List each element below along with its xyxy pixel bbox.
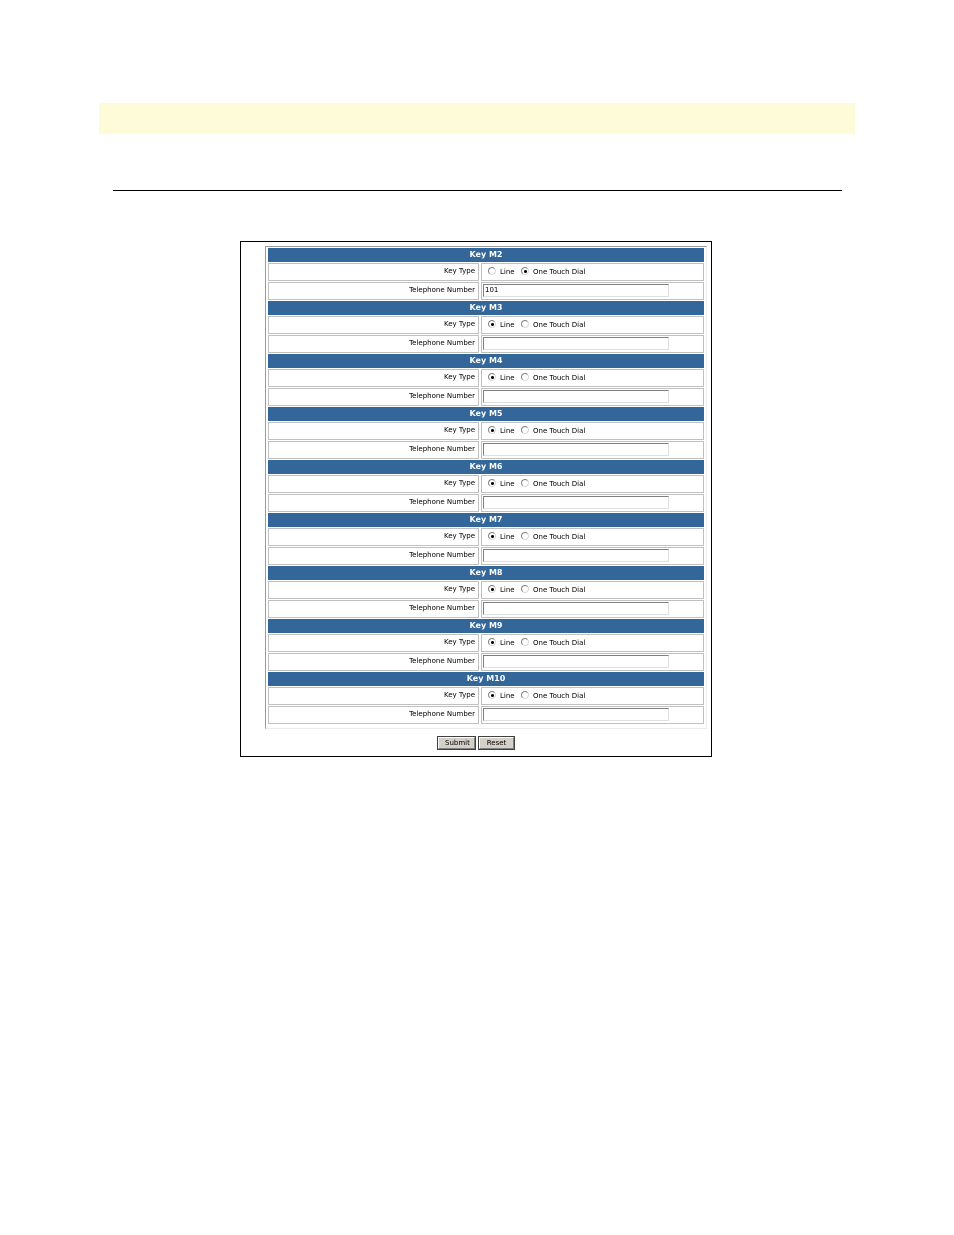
one-touch-dial-radio-label[interactable]: One Touch Dial [533, 639, 586, 647]
one-touch-dial-radio-label[interactable]: One Touch Dial [533, 480, 586, 488]
key-block [268, 566, 704, 618]
one-touch-dial-radio-label[interactable]: One Touch Dial [533, 268, 586, 276]
line-radio[interactable] [488, 426, 496, 434]
telephone-number-cell [481, 706, 704, 724]
telephone-number-label: Telephone Number [268, 706, 479, 724]
telephone-number-label: Telephone Number [268, 282, 479, 300]
reset-button[interactable]: Reset [479, 737, 514, 749]
telephone-number-cell [481, 653, 704, 671]
key-header: Key M8 [268, 566, 704, 580]
key-header: Key M10 [268, 672, 704, 686]
line-radio[interactable] [488, 373, 496, 381]
telephone-number-cell [481, 547, 704, 565]
line-radio[interactable] [488, 638, 496, 646]
line-radio-label[interactable]: Line [500, 639, 515, 647]
telephone-number-input[interactable] [483, 602, 669, 615]
telephone-number-label: Telephone Number [268, 335, 479, 353]
line-radio-label[interactable]: Line [500, 374, 515, 382]
key-type-options [481, 422, 704, 440]
key-type-label: Key Type [268, 528, 479, 546]
submit-button[interactable]: Submit [438, 737, 475, 749]
one-touch-dial-radio[interactable] [521, 532, 529, 540]
telephone-number-row [268, 494, 704, 512]
key-header: Key M9 [268, 619, 704, 633]
telephone-number-label: Telephone Number [268, 441, 479, 459]
line-radio-label[interactable]: Line [500, 533, 515, 541]
key-type-label: Key Type [268, 687, 479, 705]
line-radio-label[interactable]: Line [500, 321, 515, 329]
one-touch-dial-radio[interactable] [521, 691, 529, 699]
telephone-number-row [268, 653, 704, 671]
key-type-options [481, 369, 704, 387]
telephone-number-cell [481, 600, 704, 618]
key-type-row [268, 581, 704, 599]
key-type-options [481, 687, 704, 705]
telephone-number-input[interactable] [483, 337, 669, 350]
key-header: Key M7 [268, 513, 704, 527]
key-block [268, 248, 704, 300]
key-type-label: Key Type [268, 263, 479, 281]
section-divider [113, 190, 842, 191]
line-radio-label[interactable]: Line [500, 427, 515, 435]
line-radio[interactable] [488, 267, 496, 275]
telephone-number-input[interactable]: 101 [483, 284, 669, 297]
telephone-number-label: Telephone Number [268, 600, 479, 618]
one-touch-dial-radio-label[interactable]: One Touch Dial [533, 533, 586, 541]
telephone-number-cell [481, 494, 704, 512]
key-type-row [268, 475, 704, 493]
one-touch-dial-radio[interactable] [521, 267, 529, 275]
telephone-number-label: Telephone Number [268, 547, 479, 565]
key-type-row [268, 528, 704, 546]
key-type-row [268, 422, 704, 440]
key-settings-table [265, 246, 707, 729]
key-block [268, 513, 704, 565]
key-type-label: Key Type [268, 369, 479, 387]
key-block [268, 619, 704, 671]
key-type-label: Key Type [268, 634, 479, 652]
key-type-label: Key Type [268, 475, 479, 493]
key-type-options [481, 475, 704, 493]
screenshot-frame [240, 241, 712, 757]
key-header: Key M4 [268, 354, 704, 368]
telephone-number-label: Telephone Number [268, 653, 479, 671]
telephone-number-row [268, 282, 704, 300]
one-touch-dial-radio-label[interactable]: One Touch Dial [533, 374, 586, 382]
one-touch-dial-radio[interactable] [521, 585, 529, 593]
telephone-number-row [268, 441, 704, 459]
telephone-number-row [268, 600, 704, 618]
key-type-row [268, 316, 704, 334]
telephone-number-label: Telephone Number [268, 388, 479, 406]
form-buttons [241, 737, 711, 750]
telephone-number-cell [481, 441, 704, 459]
key-type-row [268, 263, 704, 281]
key-type-options [481, 316, 704, 334]
telephone-number-row [268, 547, 704, 565]
one-touch-dial-radio[interactable] [521, 373, 529, 381]
one-touch-dial-radio-label[interactable]: One Touch Dial [533, 427, 586, 435]
telephone-number-cell [481, 335, 704, 353]
key-block [268, 672, 704, 724]
key-type-label: Key Type [268, 422, 479, 440]
key-block [268, 407, 704, 459]
key-type-options [481, 263, 704, 281]
telephone-number-input[interactable] [483, 708, 669, 721]
line-radio[interactable] [488, 532, 496, 540]
key-type-label: Key Type [268, 581, 479, 599]
telephone-number-cell [481, 282, 704, 300]
telephone-number-input[interactable] [483, 655, 669, 668]
telephone-number-cell [481, 388, 704, 406]
key-type-label: Key Type [268, 316, 479, 334]
telephone-number-row [268, 706, 704, 724]
line-radio[interactable] [488, 320, 496, 328]
key-type-row [268, 687, 704, 705]
line-radio-label[interactable]: Line [500, 480, 515, 488]
one-touch-dial-radio[interactable] [521, 426, 529, 434]
key-header: Key M2 [268, 248, 704, 262]
line-radio[interactable] [488, 585, 496, 593]
line-radio[interactable] [488, 479, 496, 487]
one-touch-dial-radio[interactable] [521, 320, 529, 328]
one-touch-dial-radio-label[interactable]: One Touch Dial [533, 321, 586, 329]
line-radio-label[interactable]: Line [500, 586, 515, 594]
telephone-number-input[interactable] [483, 496, 669, 509]
telephone-number-input[interactable] [483, 549, 669, 562]
key-header: Key M3 [268, 301, 704, 315]
telephone-number-row [268, 335, 704, 353]
line-radio-label[interactable]: Line [500, 692, 515, 700]
one-touch-dial-radio[interactable] [521, 479, 529, 487]
key-type-row [268, 369, 704, 387]
key-type-options [481, 634, 704, 652]
telephone-number-input[interactable] [483, 390, 669, 403]
key-header: Key M5 [268, 407, 704, 421]
key-header: Key M6 [268, 460, 704, 474]
line-radio[interactable] [488, 691, 496, 699]
key-block [268, 460, 704, 512]
line-radio-label[interactable]: Line [500, 268, 515, 276]
highlight-band [99, 103, 855, 134]
key-block [268, 354, 704, 406]
key-type-row [268, 634, 704, 652]
one-touch-dial-radio-label[interactable]: One Touch Dial [533, 692, 586, 700]
key-type-options [481, 581, 704, 599]
telephone-number-row [268, 388, 704, 406]
key-block [268, 301, 704, 353]
key-type-options [481, 528, 704, 546]
telephone-number-label: Telephone Number [268, 494, 479, 512]
telephone-number-input[interactable] [483, 443, 669, 456]
one-touch-dial-radio-label[interactable]: One Touch Dial [533, 586, 586, 594]
one-touch-dial-radio[interactable] [521, 638, 529, 646]
